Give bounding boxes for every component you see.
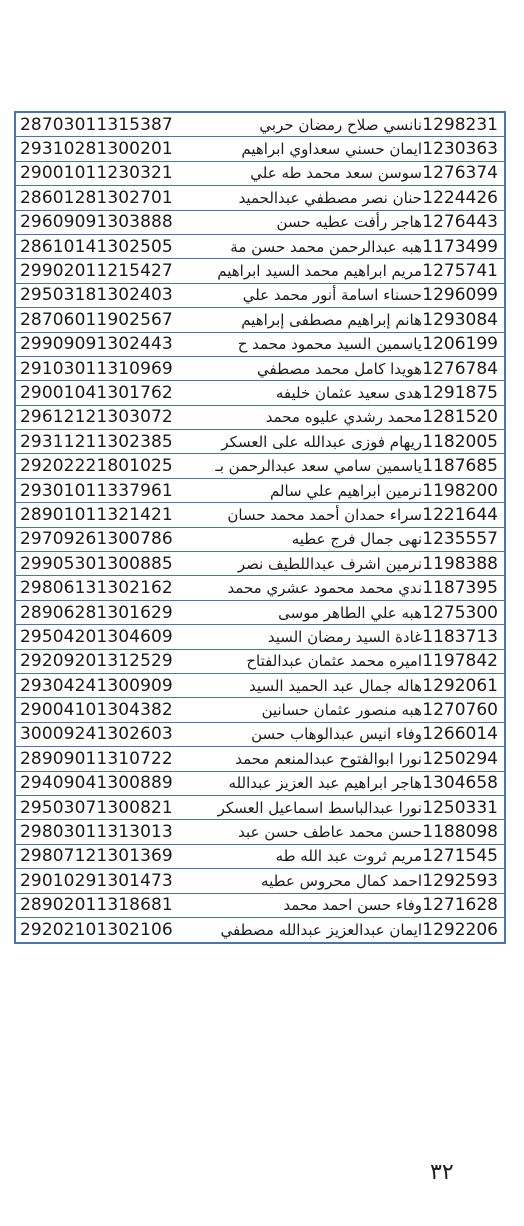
national-id-cell: 28610141302505 xyxy=(20,236,173,257)
table-row xyxy=(16,845,504,869)
name-cell: ياسمين السيد محمود محمد ح xyxy=(237,335,422,354)
table-row xyxy=(16,918,504,942)
record-id-cell: 1188098 xyxy=(422,822,498,843)
national-id-cell: 29301011337961 xyxy=(20,480,173,501)
record-id-cell: 1298231 xyxy=(422,114,498,135)
table-row xyxy=(16,723,504,747)
table-row xyxy=(16,747,504,771)
table-row xyxy=(16,357,504,381)
name-cell: هبه علي الطاهر موسى xyxy=(278,603,422,622)
national-id-cell: 29902011215427 xyxy=(20,261,173,282)
table-row xyxy=(16,894,504,918)
name-cell: هانم إبراهيم مصطفى إبراهيم xyxy=(241,310,422,329)
record-id-cell: 1224426 xyxy=(422,187,498,208)
name-cell: نهى جمال فرج عطيه xyxy=(291,530,422,549)
name-cell: اميره محمد عثمان عبدالفتاح xyxy=(246,652,422,671)
national-id-cell: 29803011313013 xyxy=(20,822,173,843)
national-id-cell: 29004101304382 xyxy=(20,700,173,721)
name-cell: هاجر رأفت عطيه حسن xyxy=(276,213,422,232)
record-id-cell: 1281520 xyxy=(422,407,498,428)
name-cell: احمد كمال محروس عطيه xyxy=(261,871,422,890)
name-cell: نرمين اشرف عبداللطيف نصر xyxy=(237,554,422,573)
table-row xyxy=(16,454,504,478)
national-id-cell: 29103011310969 xyxy=(20,358,173,379)
name-cell: وفاء حسن احمد محمد xyxy=(283,896,422,915)
record-id-cell: 1173499 xyxy=(422,236,498,257)
record-id-cell: 1230363 xyxy=(422,139,498,160)
table-row xyxy=(16,162,504,186)
table-row xyxy=(16,576,504,600)
name-cell: نورا ابوالفتوح عبدالمنعم محمد xyxy=(235,749,422,768)
table-row xyxy=(16,308,504,332)
national-id-cell: 29609091303888 xyxy=(20,212,173,233)
name-cell: هويدا كامل محمد مصطفي xyxy=(257,359,422,378)
table-row xyxy=(16,430,504,454)
table-row xyxy=(16,235,504,259)
national-id-cell: 29001041301762 xyxy=(20,382,173,403)
table-row xyxy=(16,869,504,893)
name-cell: ايمان حسني سعداوي ابراهيم xyxy=(241,140,422,159)
national-id-cell: 29905301300885 xyxy=(20,553,173,574)
record-id-cell: 1250294 xyxy=(422,748,498,769)
national-id-cell: 28902011318681 xyxy=(20,895,173,916)
national-id-cell: 29909091302443 xyxy=(20,334,173,355)
national-id-cell: 28906281301629 xyxy=(20,602,173,623)
record-id-cell: 1304658 xyxy=(422,773,498,794)
name-cell: غادة السيد رمضان السيد xyxy=(267,627,422,646)
table-row xyxy=(16,528,504,552)
record-id-cell: 1221644 xyxy=(422,504,498,525)
national-id-cell: 29202101302106 xyxy=(20,920,173,941)
name-cell: حسناء اسامة أنور محمد علي xyxy=(242,286,422,305)
national-id-cell: 29409041300889 xyxy=(20,773,173,794)
record-id-cell: 1250331 xyxy=(422,797,498,818)
name-cell: ايمان عبدالعزيز عبدالله مصطفي xyxy=(220,921,422,940)
national-id-cell: 28601281302701 xyxy=(20,187,173,208)
national-id-cell: 29010291301473 xyxy=(20,870,173,891)
record-id-cell: 1291875 xyxy=(422,382,498,403)
table-row xyxy=(16,820,504,844)
record-id-cell: 1187395 xyxy=(422,578,498,599)
national-id-cell: 29503181302403 xyxy=(20,285,173,306)
record-id-cell: 1275741 xyxy=(422,261,498,282)
name-cell: ياسمين سامي سعد عبدالرحمن بـ xyxy=(215,457,422,476)
national-id-cell: 29304241300909 xyxy=(20,675,173,696)
record-id-cell: 1270760 xyxy=(422,700,498,721)
record-id-cell: 1197842 xyxy=(422,651,498,672)
record-id-cell: 1235557 xyxy=(422,529,498,550)
record-id-cell: 1187685 xyxy=(422,456,498,477)
table-row xyxy=(16,796,504,820)
table-row xyxy=(16,333,504,357)
name-cell: هاجر ابراهيم عبد العزيز عبدالله xyxy=(228,774,422,793)
table-row xyxy=(16,259,504,283)
table-row xyxy=(16,137,504,161)
record-id-cell: 1292061 xyxy=(422,675,498,696)
national-id-cell: 29807121301369 xyxy=(20,846,173,867)
table-row xyxy=(16,674,504,698)
national-id-cell: 30009241302603 xyxy=(20,724,173,745)
record-id-cell: 1198388 xyxy=(422,553,498,574)
national-id-cell: 28703011315387 xyxy=(20,114,173,135)
national-id-cell: 28909011310722 xyxy=(20,748,173,769)
record-id-cell: 1198200 xyxy=(422,480,498,501)
name-cell: نورا عبدالباسط اسماعيل العسكر xyxy=(217,798,422,817)
name-cell: هدى سعيد عثمان خليفه xyxy=(275,383,422,402)
table-row xyxy=(16,381,504,405)
national-id-cell: 29001011230321 xyxy=(20,163,173,184)
name-cell: سوسن سعد محمد طه علي xyxy=(250,164,422,183)
name-cell: هبه منصور عثمان حسانين xyxy=(261,701,422,720)
name-cell: نرمين ابراهيم علي سالم xyxy=(269,481,422,500)
name-cell: حنان نصر مصطفي عبدالحميد xyxy=(238,188,422,207)
record-id-cell: 1266014 xyxy=(422,724,498,745)
record-id-cell: 1292593 xyxy=(422,870,498,891)
name-cell: مريم ثروت عبد الله طه xyxy=(275,847,422,866)
table-row xyxy=(16,601,504,625)
record-id-cell: 1275300 xyxy=(422,602,498,623)
name-cell: ريهام فوزى عبدالله على العسكر xyxy=(221,432,422,451)
national-id-cell: 29310281300201 xyxy=(20,139,173,160)
national-id-cell: 29202221801025 xyxy=(20,456,173,477)
name-cell: مريم ابراهيم محمد السيد ابراهيم xyxy=(217,262,422,281)
national-id-cell: 29504201304609 xyxy=(20,626,173,647)
table-row xyxy=(16,772,504,796)
national-id-cell: 29806131302162 xyxy=(20,578,173,599)
name-cell: محمد رشدي عليوه محمد xyxy=(265,408,422,427)
national-id-cell: 29311211302385 xyxy=(20,431,173,452)
record-id-cell: 1292206 xyxy=(422,920,498,941)
record-id-cell: 1296099 xyxy=(422,285,498,306)
name-cell: هبه عبدالرحمن محمد حسن مة xyxy=(230,237,422,256)
national-id-cell: 28901011321421 xyxy=(20,504,173,525)
name-cell: هاله جمال عبد الحميد السيد xyxy=(249,676,422,695)
record-id-cell: 1276784 xyxy=(422,358,498,379)
record-id-cell: 1271628 xyxy=(422,895,498,916)
name-cell: سراء حمدان أحمد محمد حسان xyxy=(227,505,422,524)
record-id-cell: 1276374 xyxy=(422,163,498,184)
table-row xyxy=(16,113,504,137)
page-number: ٣٢ xyxy=(430,1160,454,1185)
record-id-cell: 1206199 xyxy=(422,334,498,355)
name-cell: حسن محمد عاطف حسن عبد xyxy=(238,823,422,842)
record-id-cell: 1293084 xyxy=(422,309,498,330)
table-row xyxy=(16,625,504,649)
national-id-cell: 29209201312529 xyxy=(20,651,173,672)
record-id-cell: 1183713 xyxy=(422,626,498,647)
name-cell: نانسي صلاح رمضان حربي xyxy=(259,115,422,134)
table-row xyxy=(16,284,504,308)
record-id-cell: 1182005 xyxy=(422,431,498,452)
record-id-cell: 1276443 xyxy=(422,212,498,233)
record-id-cell: 1271545 xyxy=(422,846,498,867)
name-cell: ندي محمد محمود عشري محمد xyxy=(227,579,422,598)
table-row xyxy=(16,406,504,430)
table-row xyxy=(16,698,504,722)
national-id-cell: 29503071300821 xyxy=(20,797,173,818)
national-id-cell: 28706011902567 xyxy=(20,309,173,330)
table-row xyxy=(16,211,504,235)
records-table xyxy=(14,111,506,944)
table-row xyxy=(16,503,504,527)
name-cell: وفاء انيس عبدالوهاب حسن xyxy=(251,725,422,744)
national-id-cell: 29709261300786 xyxy=(20,529,173,550)
national-id-cell: 29612121303072 xyxy=(20,407,173,428)
table-row xyxy=(16,479,504,503)
table-row xyxy=(16,650,504,674)
table-row xyxy=(16,552,504,576)
table-row xyxy=(16,186,504,210)
